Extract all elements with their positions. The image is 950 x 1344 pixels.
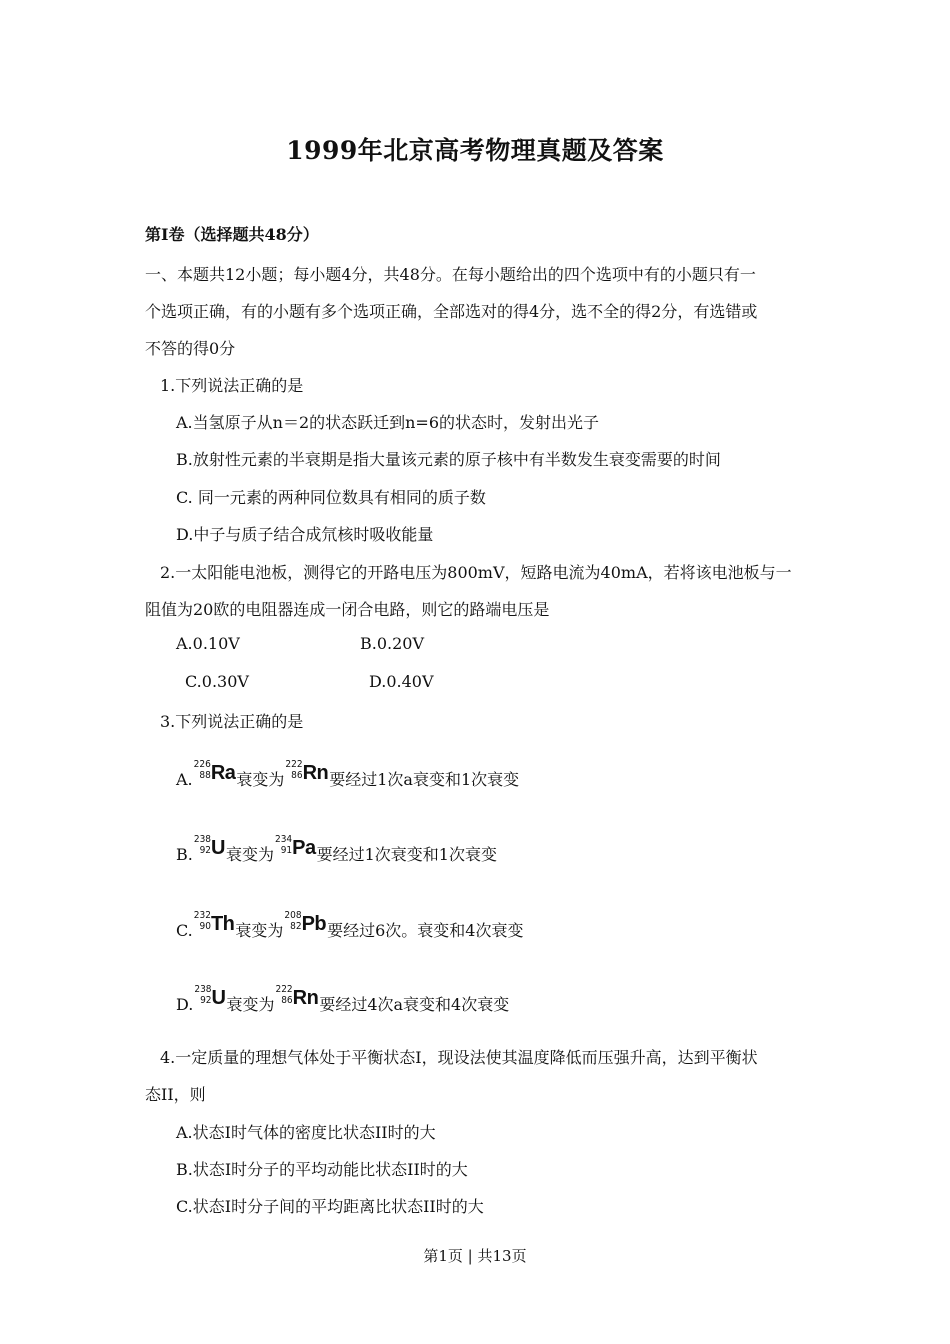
q2-stem-line-2: 阻值为20欧的电阻器连成一闭合电路，则它的路端电压是 xyxy=(145,600,550,619)
mass-number: 238 xyxy=(194,984,212,995)
decay-word: 衰变为 xyxy=(225,845,274,864)
q1-option-c: C. 同一元素的两种同位数具有相同的质子数 xyxy=(176,488,486,507)
q3-option-a xyxy=(176,759,520,793)
option-tail: 要经过4次a衰变和4次衰变 xyxy=(319,995,510,1014)
q1-option-a: A.当氢原子从n＝2的状态跃迁到n=6的状态时，发射出光子 xyxy=(176,413,600,432)
q1-stem: 1.下列说法正确的是 xyxy=(160,376,304,395)
decay-word: 衰变为 xyxy=(235,921,284,940)
mass-number: 222 xyxy=(275,984,293,995)
mass-number: 208 xyxy=(284,910,302,921)
element-symbol: Rn xyxy=(292,987,319,1009)
q3-option-c xyxy=(176,910,524,944)
mass-number: 238 xyxy=(193,834,212,845)
q3-option-b xyxy=(176,834,497,868)
q2-option-c: C.0.30V xyxy=(185,672,249,691)
element-symbol: Rn xyxy=(302,762,329,784)
atomic-number: 92 xyxy=(199,845,212,856)
nuclide-from xyxy=(193,834,225,868)
option-letter: D. xyxy=(176,995,194,1014)
nuclide-from xyxy=(193,910,235,944)
atomic-number: 92 xyxy=(200,995,212,1006)
mass-number: 232 xyxy=(193,910,211,921)
option-tail: 要经过1次a衰变和1次衰变 xyxy=(329,770,520,789)
atomic-number: 86 xyxy=(291,770,303,781)
atomic-number: 90 xyxy=(199,921,211,932)
q4-option-b: B.状态I时分子的平均动能比状态II时的大 xyxy=(176,1160,468,1179)
atomic-number: 88 xyxy=(199,770,211,781)
option-tail: 要经过1次衰变和1次衰变 xyxy=(316,845,497,864)
q4-option-c: C.状态I时分子间的平均距离比状态II时的大 xyxy=(176,1197,484,1216)
mass-number: 234 xyxy=(274,834,293,845)
q2-option-d: D.0.40V xyxy=(369,672,434,691)
page-footer: 第1页 | 共13页 xyxy=(423,1247,527,1265)
option-tail: 要经过6次。衰变和4次衰变 xyxy=(327,921,524,940)
nuclide-from xyxy=(194,984,226,1018)
instructions-line-2: 个选项正确，有的小题有多个选项正确，全部选对的得4分，选不全的得2分，有选错或 xyxy=(145,302,758,321)
element-symbol: Th xyxy=(210,913,235,935)
nuclide-to xyxy=(274,834,316,868)
q1-option-b: B.放射性元素的半衰期是指大量该元素的原子核中有半数发生衰变需要的时间 xyxy=(176,450,721,469)
document-title: 1999年北京高考物理真题及答案 xyxy=(286,136,664,165)
element-symbol: U xyxy=(211,987,226,1009)
option-letter: A. xyxy=(176,770,193,789)
element-symbol: U xyxy=(211,837,225,859)
nuclide-to xyxy=(285,759,329,793)
nuclide-from xyxy=(193,759,236,793)
element-symbol: Ra xyxy=(210,762,236,784)
nuclide-to xyxy=(275,984,319,1018)
instructions-line-1: 一、本题共12小题；每小题4分，共48分。在每小题给出的四个选项中有的小题只有一 xyxy=(145,265,756,284)
q2-option-b: B.0.20V xyxy=(360,634,425,653)
q4-option-a: A.状态I时气体的密度比状态II时的大 xyxy=(176,1123,436,1142)
q4-stem-line-1: 4.一定质量的理想气体处于平衡状态I，现设法使其温度降低而压强升高，达到平衡状 xyxy=(160,1048,758,1067)
element-symbol: Pb xyxy=(301,913,327,935)
atomic-number: 82 xyxy=(290,921,302,932)
nuclide-to xyxy=(284,910,327,944)
instructions-line-3: 不答的得0分 xyxy=(145,339,236,358)
q3-option-d xyxy=(176,984,510,1018)
option-letter: C. xyxy=(176,921,193,940)
decay-word: 衰变为 xyxy=(236,770,285,789)
atomic-number: 86 xyxy=(281,995,293,1006)
q2-option-a: A.0.10V xyxy=(176,634,240,653)
mass-number: 222 xyxy=(285,759,303,770)
atomic-number: 91 xyxy=(280,845,293,856)
mass-number: 226 xyxy=(193,759,211,770)
option-letter: B. xyxy=(176,845,193,864)
q1-option-d: D.中子与质子结合成氘核时吸收能量 xyxy=(176,525,434,544)
q2-stem-line-1: 2.一太阳能电池板，测得它的开路电压为800mV，短路电流为40mA，若将该电池板与一 xyxy=(160,563,792,582)
element-symbol: Pa xyxy=(292,837,316,859)
q4-stem-line-2: 态II，则 xyxy=(145,1085,206,1104)
section-heading: 第I卷（选择题共48分） xyxy=(145,225,319,244)
decay-word: 衰变为 xyxy=(226,995,275,1014)
q3-stem: 3.下列说法正确的是 xyxy=(160,712,304,731)
